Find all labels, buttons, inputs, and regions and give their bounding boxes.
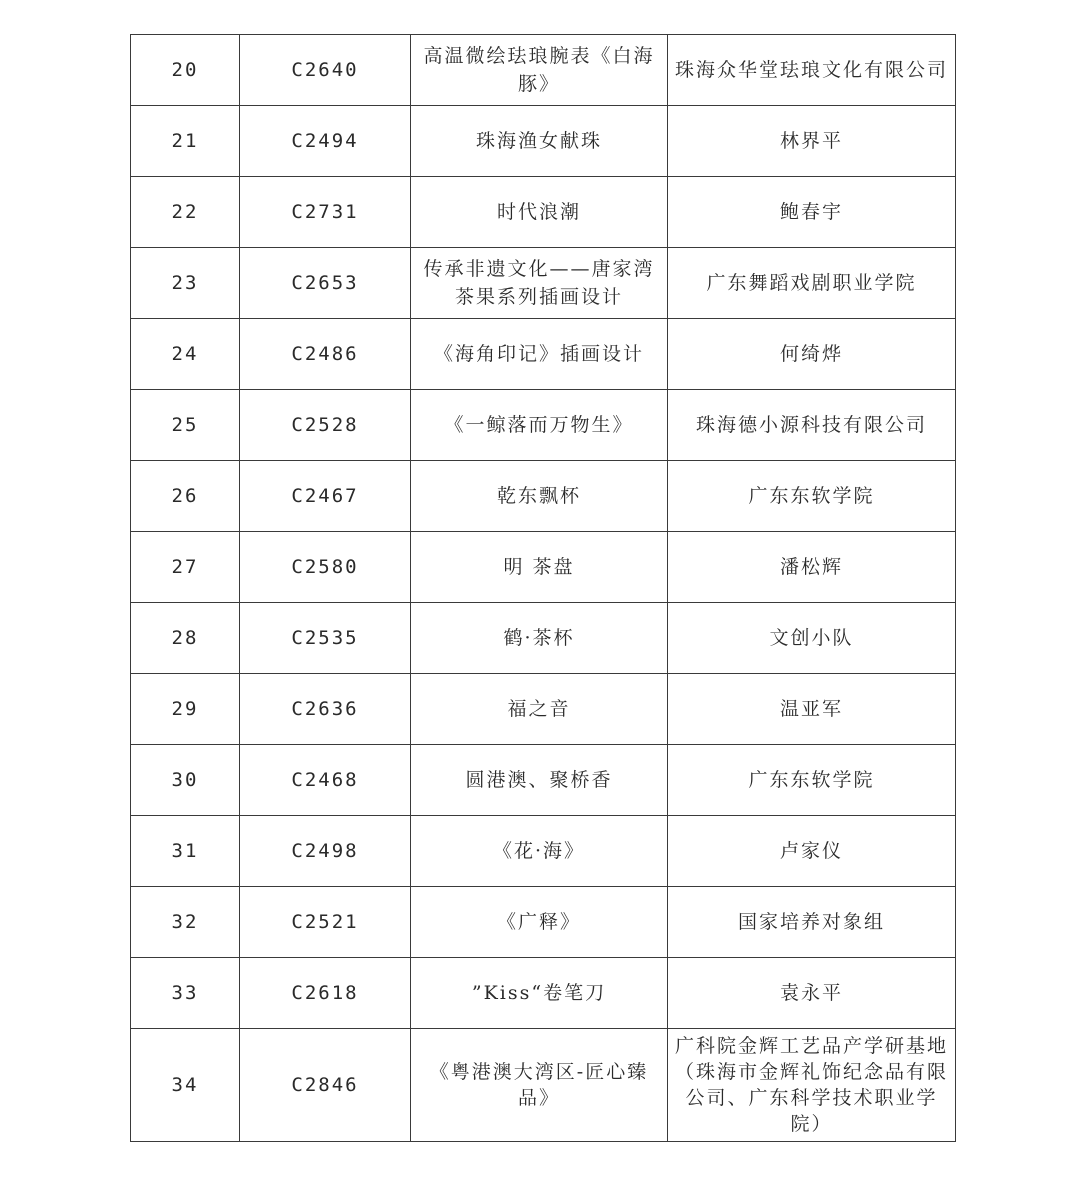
award-table: [130, 34, 956, 1142]
row-number: 26: [131, 461, 240, 532]
table-row: [131, 532, 956, 603]
entry-code: C2468: [240, 745, 411, 816]
row-number: 30: [131, 745, 240, 816]
row-number: 23: [131, 248, 240, 319]
work-title: 乾东飘杯: [411, 461, 668, 532]
entry-code: C2528: [240, 390, 411, 461]
author-name: 鲍春宇: [668, 177, 956, 248]
row-number: 34: [131, 1029, 240, 1142]
table-row: [131, 390, 956, 461]
table-row: [131, 816, 956, 887]
row-number: 25: [131, 390, 240, 461]
table-row: [131, 35, 956, 106]
table-row: [131, 248, 956, 319]
table-row: [131, 106, 956, 177]
row-number: 32: [131, 887, 240, 958]
author-name: 潘松辉: [668, 532, 956, 603]
table-row: [131, 674, 956, 745]
entry-code: C2580: [240, 532, 411, 603]
table-row: [131, 177, 956, 248]
entry-code: C2486: [240, 319, 411, 390]
entry-code: C2618: [240, 958, 411, 1029]
entry-code: C2653: [240, 248, 411, 319]
work-title: 时代浪潮: [411, 177, 668, 248]
work-title: 明 茶盘: [411, 532, 668, 603]
work-title: 传承非遗文化——唐家湾茶果系列插画设计: [411, 248, 668, 319]
row-number: 29: [131, 674, 240, 745]
author-name: 广东东软学院: [668, 745, 956, 816]
work-title: 珠海渔女献珠: [411, 106, 668, 177]
work-title: 圆港澳、聚桥香: [411, 745, 668, 816]
author-name: 珠海众华堂珐琅文化有限公司: [668, 35, 956, 106]
table-row: [131, 603, 956, 674]
row-number: 27: [131, 532, 240, 603]
row-number: 24: [131, 319, 240, 390]
row-number: 20: [131, 35, 240, 106]
entry-code: C2521: [240, 887, 411, 958]
row-number: 21: [131, 106, 240, 177]
author-name: 袁永平: [668, 958, 956, 1029]
author-name: 林界平: [668, 106, 956, 177]
author-name: 文创小队: [668, 603, 956, 674]
author-name: 广东舞蹈戏剧职业学院: [668, 248, 956, 319]
work-title: 《广释》: [411, 887, 668, 958]
row-number: 22: [131, 177, 240, 248]
table-row: [131, 319, 956, 390]
author-name: 何绮烨: [668, 319, 956, 390]
author-name: 卢家仪: [668, 816, 956, 887]
work-title: 《一鲸落而万物生》: [411, 390, 668, 461]
author-name: 珠海德小源科技有限公司: [668, 390, 956, 461]
work-title: 《粤港澳大湾区-匠心臻品》: [411, 1029, 668, 1142]
entry-code: C2498: [240, 816, 411, 887]
entry-code: C2731: [240, 177, 411, 248]
work-title: 高温微绘珐琅腕表《白海豚》: [411, 35, 668, 106]
row-number: 28: [131, 603, 240, 674]
work-title: 《花·海》: [411, 816, 668, 887]
table-row: [131, 745, 956, 816]
work-title: 鹤·茶杯: [411, 603, 668, 674]
entry-code: C2640: [240, 35, 411, 106]
entry-code: C2846: [240, 1029, 411, 1142]
table-row: [131, 1029, 956, 1142]
author-name: 广东东软学院: [668, 461, 956, 532]
entry-code: C2535: [240, 603, 411, 674]
author-name: 国家培养对象组: [668, 887, 956, 958]
entry-code: C2467: [240, 461, 411, 532]
author-name: 广科院金辉工艺品产学研基地（珠海市金辉礼饰纪念品有限公司、广东科学技术职业学院）: [668, 1029, 956, 1142]
table-row: [131, 958, 956, 1029]
entry-code: C2494: [240, 106, 411, 177]
author-name: 温亚军: [668, 674, 956, 745]
row-number: 33: [131, 958, 240, 1029]
table-row: [131, 887, 956, 958]
row-number: 31: [131, 816, 240, 887]
work-title: ”Kiss“卷笔刀: [411, 958, 668, 1029]
award-list-sheet: [130, 34, 955, 1142]
table-row: [131, 461, 956, 532]
work-title: 《海角印记》插画设计: [411, 319, 668, 390]
work-title: 福之音: [411, 674, 668, 745]
award-table-body: [131, 35, 956, 1142]
entry-code: C2636: [240, 674, 411, 745]
